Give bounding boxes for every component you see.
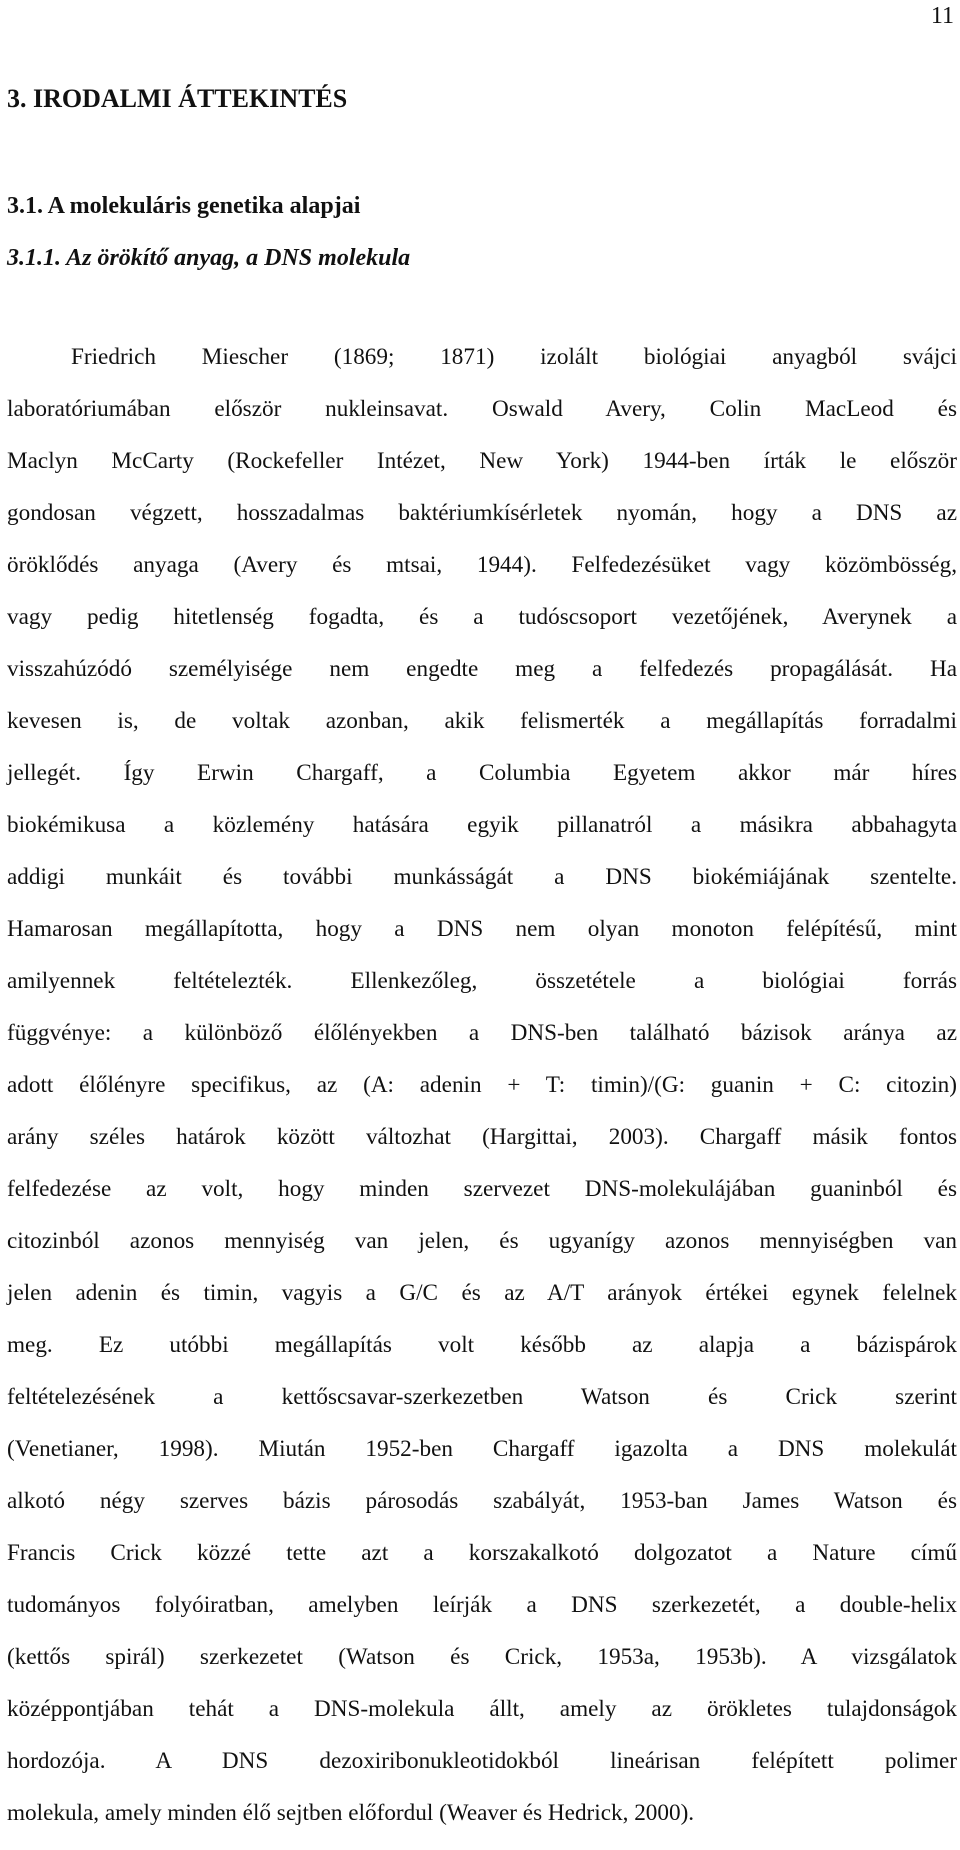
- paragraph-line: tudományos folyóiratban, amelyben leírják a DNS szerkezetét, a double-helix: [7, 1592, 957, 1618]
- paragraph-line: laboratóriumában először nukleinsavat. Oswald Avery, Colin MacLeod és: [7, 396, 957, 422]
- paragraph-line: visszahúzódó személyisége nem engedte meg a felfedezés propagálását. Ha: [7, 656, 957, 682]
- paragraph-line: addigi munkáit és további munkásságát a DNS biokémiájának szentelte.: [7, 864, 957, 890]
- page-number: 11: [930, 3, 954, 29]
- paragraph-line: kevesen is, de voltak azonban, akik felismerték a megállapítás forradalmi: [7, 708, 957, 734]
- paragraph-line: meg. Ez utóbbi megállapítás volt később az alapja a bázispárok: [7, 1332, 957, 1358]
- paragraph-line: biokémikusa a közlemény hatására egyik pillanatról a másikra abbahagyta: [7, 812, 957, 838]
- chapter-heading: 3. IRODALMI ÁTTEKINTÉS: [7, 84, 348, 113]
- paragraph-line: Maclyn McCarty (Rockefeller Intézet, New York) 1944-ben írták le először: [7, 448, 957, 474]
- paragraph-line: függvénye: a különböző élőlényekben a DNS-ben található bázisok aránya az: [7, 1020, 957, 1046]
- paragraph-line: (kettős spirál) szerkezetet (Watson és Crick, 1953a, 1953b). A vizsgálatok: [7, 1644, 957, 1670]
- paragraph-line: felfedezése az volt, hogy minden szervezet DNS-molekulájában guaninból és: [7, 1176, 957, 1202]
- section-heading: 3.1. A molekuláris genetika alapjai: [7, 193, 361, 219]
- paragraph-line: gondosan végzett, hosszadalmas baktériumkísérletek nyomán, hogy a DNS az: [7, 500, 957, 526]
- paragraph-line: öröklődés anyaga (Avery és mtsai, 1944). Felfedezésüket vagy közömbösség,: [7, 552, 957, 578]
- paragraph-line: citozinból azonos mennyiség van jelen, és ugyanígy azonos mennyiségben van: [7, 1228, 957, 1254]
- paragraph-line: hordozója. A DNS dezoxiribonukleotidokból lineárisan felépített polimer: [7, 1748, 957, 1774]
- paragraph-line: Francis Crick közzé tette azt a korszakalkotó dolgozatot a Nature című: [7, 1540, 957, 1566]
- paragraph-line: amilyennek feltételezték. Ellenkezőleg, összetétele a biológiai forrás: [7, 968, 957, 994]
- paragraph-line: Hamarosan megállapította, hogy a DNS nem olyan monoton felépítésű, mint: [7, 916, 957, 942]
- paragraph-line: adott élőlényre specifikus, az (A: adenin + T: timin)/(G: guanin + C: citozin): [7, 1072, 957, 1098]
- paragraph-line: (Venetianer, 1998). Miután 1952-ben Chargaff igazolta a DNS molekulát: [7, 1436, 957, 1462]
- paragraph-line: feltételezésének a kettőscsavar-szerkezetben Watson és Crick szerint: [7, 1384, 957, 1410]
- body-paragraph: [7, 342, 957, 1850]
- paragraph-line: középpontjában tehát a DNS-molekula állt, amely az örökletes tulajdonságok: [7, 1696, 957, 1722]
- paragraph-line: jellegét. Így Erwin Chargaff, a Columbia Egyetem akkor már híres: [7, 760, 957, 786]
- paragraph-line: arány széles határok között változhat (Hargittai, 2003). Chargaff másik fontos: [7, 1124, 957, 1150]
- paragraph-line: Friedrich Miescher (1869; 1871) izolált biológiai anyagból svájci: [71, 344, 957, 370]
- paragraph-line: alkotó négy szerves bázis párosodás szabályát, 1953-ban James Watson és: [7, 1488, 957, 1514]
- paragraph-line: vagy pedig hitetlenség fogadta, és a tudóscsoport vezetőjének, Averynek a: [7, 604, 957, 630]
- subsection-heading: 3.1.1. Az örökítő anyag, a DNS molekula: [7, 245, 411, 271]
- paragraph-line: jelen adenin és timin, vagyis a G/C és az A/T arányok értékei egynek felelnek: [7, 1280, 957, 1306]
- paragraph-line: molekula, amely minden élő sejtben előfordul (Weaver és Hedrick, 2000).: [7, 1800, 695, 1826]
